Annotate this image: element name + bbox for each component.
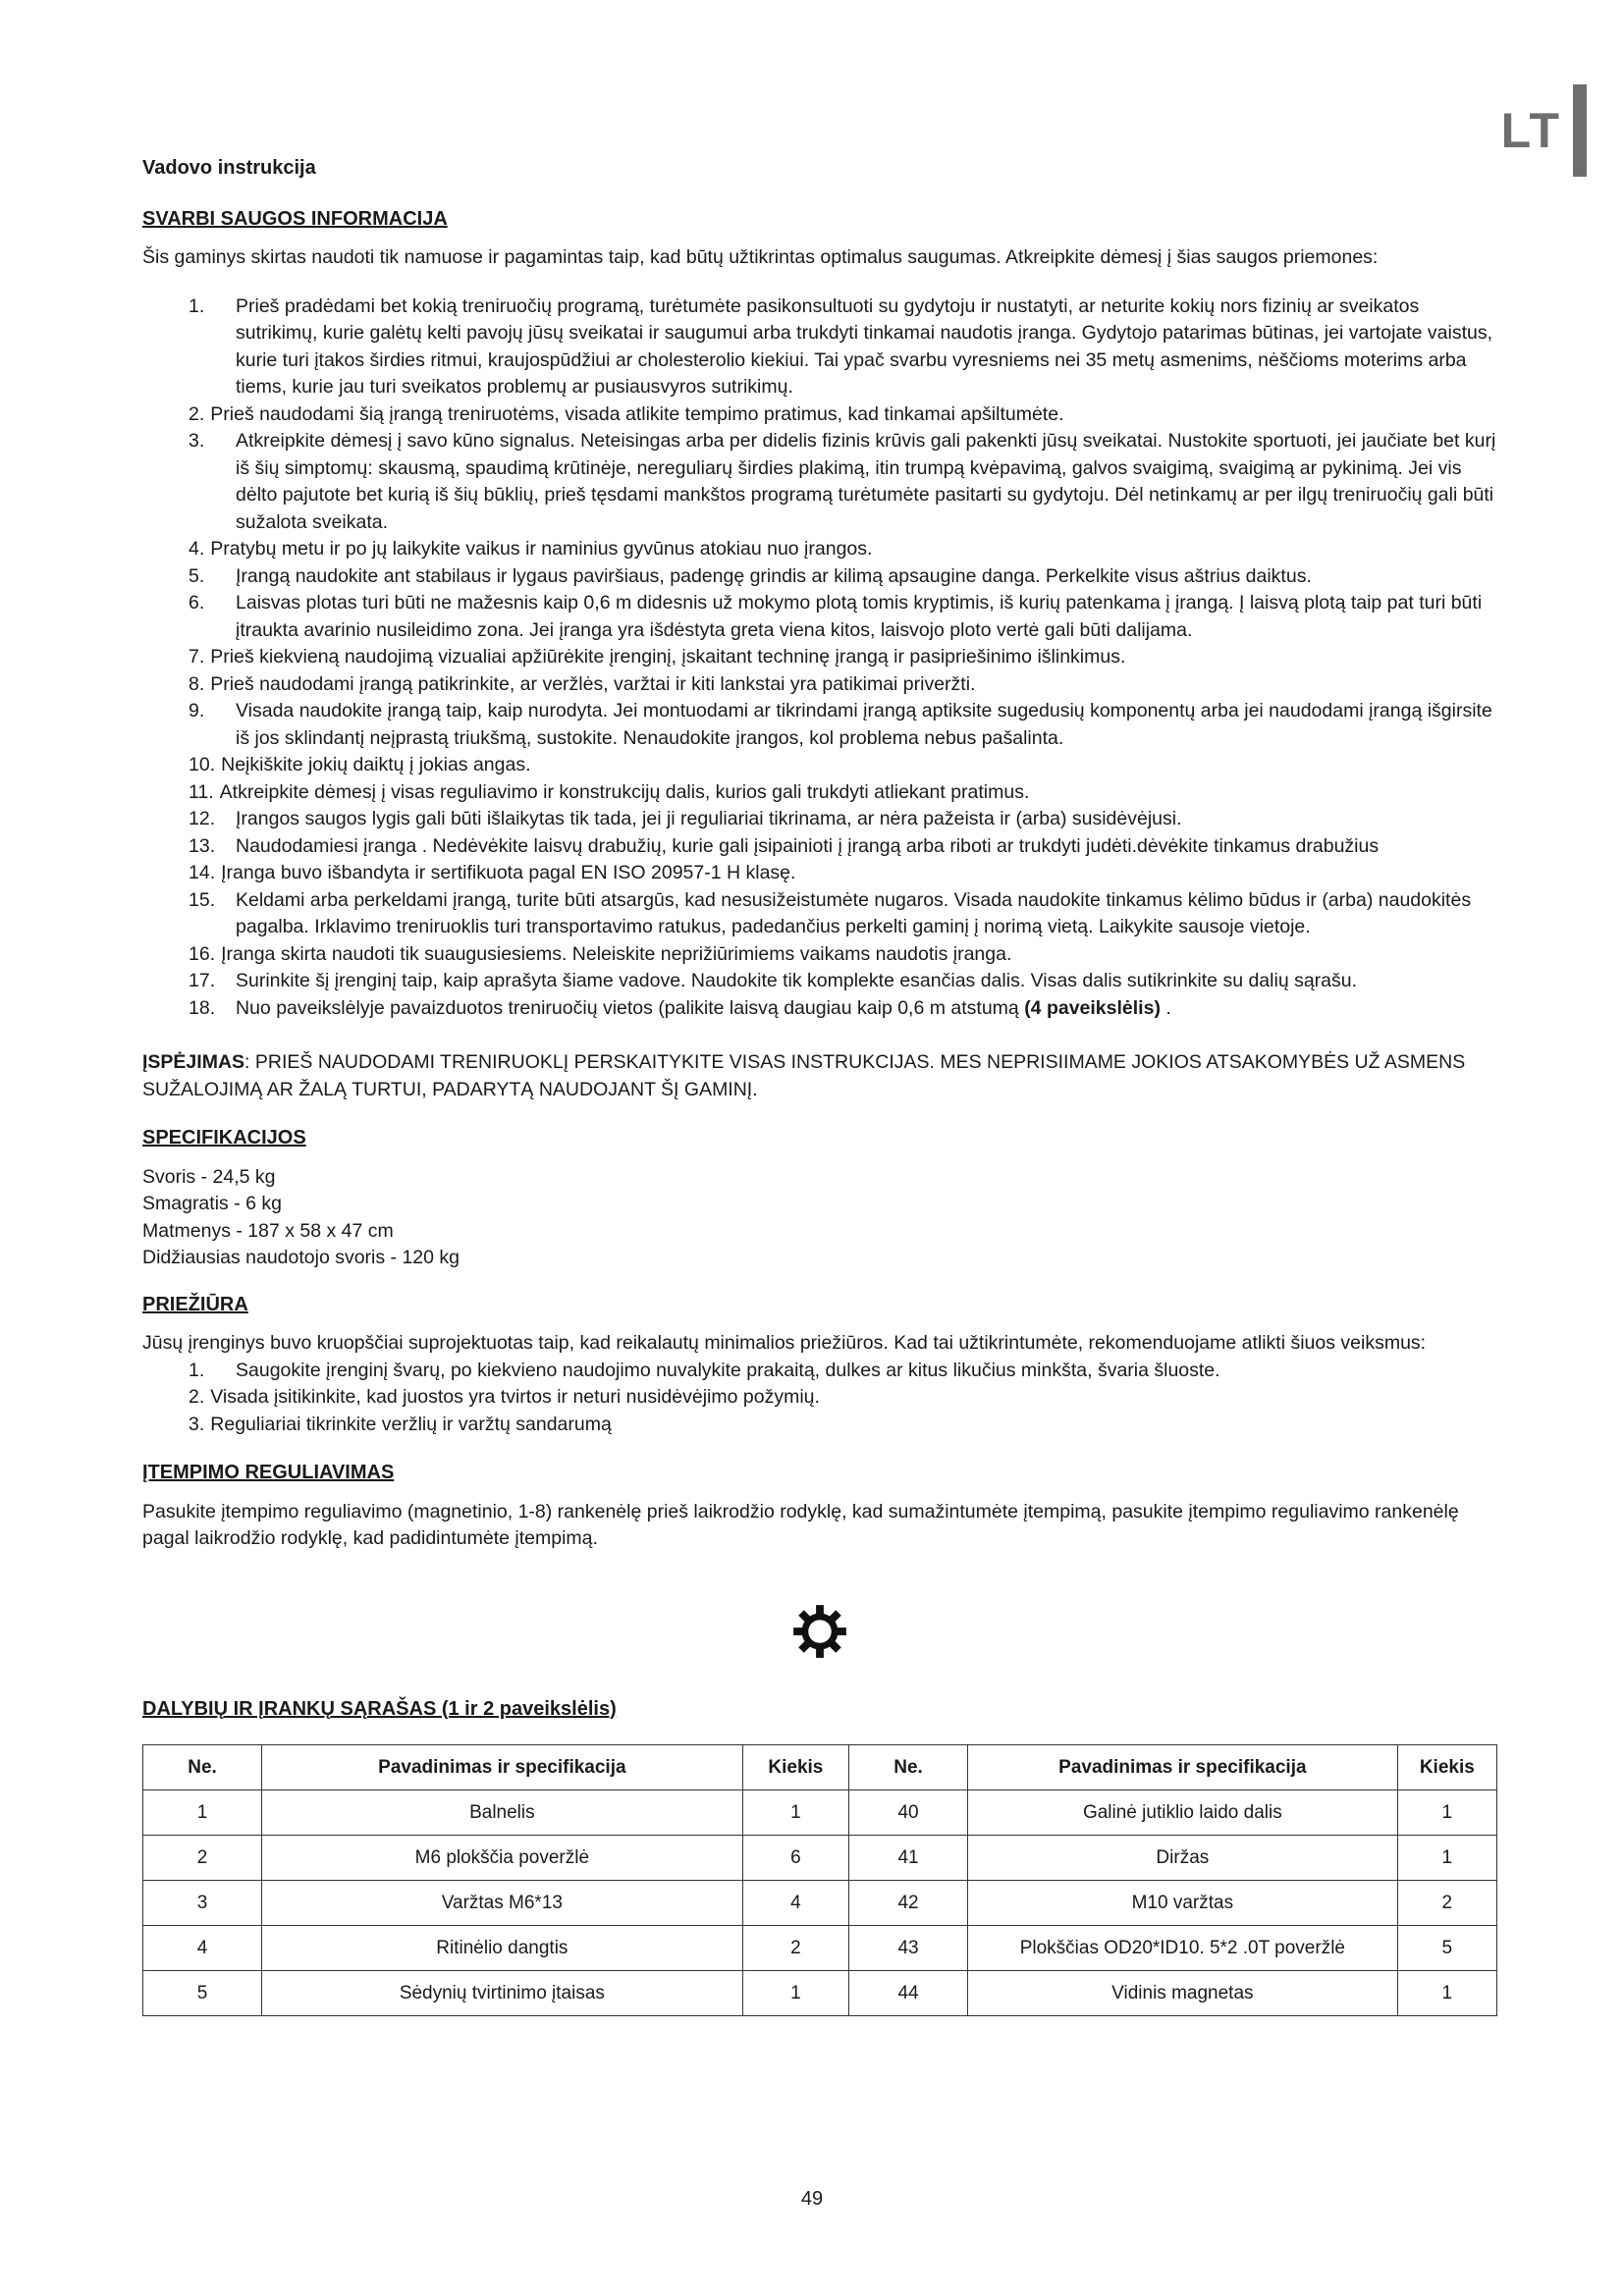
maintenance-item-number: 3. bbox=[189, 1413, 205, 1435]
safety-item bbox=[142, 860, 1497, 887]
column-header: Pavadinimas ir specifikacija bbox=[262, 1745, 743, 1790]
safety-item-number: 11. bbox=[189, 780, 214, 803]
safety-item-text bbox=[221, 941, 1497, 969]
safety-item bbox=[142, 536, 1497, 563]
tension-text: Pasukite įtempimo reguliavimo (magnetinio, 1-8) rankenėlę prieš laikrodžio rodyklę, kad sumažintumėte įtempimą, pasukite įtempimo reguliavimo rankenėlę pagal laikrodžio rodyklę, kad padidintumėte įtempimą. bbox=[142, 1500, 1459, 1549]
safety-item-number: 6. bbox=[189, 592, 205, 614]
warning-text: : PRIEŠ NAUDODAMI TRENIRUOKLĮ PERSKAITYKITE VISAS INSTRUKCIJAS. MES NEPRISIIMAME JOKIOS ATSAKOMYBĖS UŽ ASMENS SUŽALOJIMĄ AR ŽALĄ TURTUI, PADARYTĄ NAUDOJANT ŠĮ GAMINĮ. bbox=[142, 1051, 1466, 1100]
safety-item-main-text: Įrangą naudokite ant stabilaus ir lygaus paviršiaus, padengę grindis ar kilimą apsaugine danga. Perkelkite visus aštrius daiktus. bbox=[236, 564, 1312, 587]
safety-item-main-text: Laisvas plotas turi būti ne mažesnis kaip 0,6 m didesnis už mokymo plotą tomis kryptimis, iš kurių patenkama į įrangą. Į laisvą plotą taip pat turi būti įtraukta avarinio nusileidimo zona. Jei įranga yra išdėstyta greta viena kitos, laisvojo ploto vertė gali būti dalijama. bbox=[236, 592, 1483, 641]
specs-heading: SPECIFIKACIJOS bbox=[142, 1127, 306, 1148]
safety-item-number: 8. bbox=[189, 672, 205, 695]
table-row bbox=[143, 1971, 1497, 2016]
safety-item bbox=[142, 968, 1497, 995]
tension-heading: ĮTEMPIMO REGULIAVIMAS bbox=[142, 1462, 395, 1483]
safety-item-text bbox=[236, 698, 1497, 752]
table-cell: 2 bbox=[742, 1926, 848, 1971]
safety-item-main-text: Prieš kiekvieną naudojimą vizualiai apžiūrėkite įrenginį, įskaitant techninę įrangą ir pasipriešinimo išlinkimus. bbox=[210, 646, 1126, 667]
safety-item-text bbox=[210, 671, 1497, 699]
safety-item bbox=[142, 294, 1497, 401]
maintenance-item-text: Visada įsitikinkite, kad juostos yra tvirtos ir neturi nusidėvėjimo požymių. bbox=[210, 1386, 820, 1408]
safety-item-main-text: Prieš naudodami šią įrangą treniruotėms, visada atlikite tempimo pratimus, kad tinkamai apšiltumėte. bbox=[210, 402, 1064, 425]
safety-item bbox=[142, 887, 1497, 941]
safety-item-number: 15. bbox=[189, 888, 216, 911]
table-row bbox=[143, 1790, 1497, 1836]
maintenance-item-text: Saugokite įrenginį švarų, po kiekvieno naudojimo nuvalykite prakaitą, dulkes ar kitus likučius minkšta, švaria šluoste. bbox=[236, 1359, 1220, 1381]
language-tab-bar bbox=[1573, 84, 1587, 177]
safety-item-number: 12. bbox=[189, 808, 216, 829]
table-cell: 43 bbox=[849, 1926, 968, 1971]
column-header: Ne. bbox=[143, 1745, 262, 1790]
safety-item-text bbox=[236, 833, 1497, 861]
safety-item-main-text: Neįkiškite jokių daiktų į jokias angas. bbox=[221, 754, 531, 775]
table-cell: Balnelis bbox=[262, 1790, 743, 1836]
maintenance-intro: Jūsų įrenginys buvo kruopščiai suprojektuotas taip, kad reikalautų minimalios priežiūros. Kad tai užtikrintumėte, rekomenduojame atlikti šiuos veiksmus: bbox=[142, 1332, 1427, 1354]
maintenance-item-text: Reguliariai tikrinkite veržlių ir varžtų sandarumą bbox=[210, 1413, 612, 1435]
safety-item bbox=[142, 833, 1497, 861]
parts-table bbox=[142, 1744, 1497, 2016]
table-cell: 4 bbox=[143, 1926, 262, 1971]
maintenance-item bbox=[142, 1412, 1497, 1439]
safety-item-number: 4. bbox=[189, 538, 205, 560]
page-number: 49 bbox=[800, 2188, 824, 2210]
safety-item-number: 13. bbox=[189, 834, 216, 857]
safety-item-text bbox=[210, 536, 1497, 563]
table-cell: 1 bbox=[742, 1790, 848, 1836]
safety-item-text bbox=[236, 563, 1497, 591]
safety-item-main-text: Surinkite šį įrenginį taip, kaip aprašyta šiame vadove. Naudokite tik komplekte esančias dalis. Visas dalis sutikrinkite su dalių sąrašu. bbox=[236, 970, 1358, 991]
safety-item-text bbox=[236, 995, 1497, 1023]
safety-item bbox=[142, 698, 1497, 752]
safety-item bbox=[142, 428, 1497, 536]
spec-line: Didžiausias naudotojo svoris - 120 kg bbox=[142, 1247, 460, 1268]
safety-item-text bbox=[236, 968, 1497, 995]
safety-item-number: 7. bbox=[189, 646, 205, 667]
safety-intro: Šis gaminys skirtas naudoti tik namuose ir pagamintas taip, kad būtų užtikrintas optimalus saugumas. Atkreipkite dėmesį į šias saugos priemones: bbox=[142, 246, 1379, 268]
table-row bbox=[143, 1881, 1497, 1926]
spec-line: Svoris - 24,5 kg bbox=[142, 1165, 276, 1188]
table-cell: 1 bbox=[1397, 1971, 1496, 2016]
spec-line: Matmenys - 187 x 58 x 47 cm bbox=[142, 1219, 394, 1242]
safety-item-number: 5. bbox=[189, 564, 205, 587]
safety-item-tail: . bbox=[1165, 996, 1171, 1019]
safety-item-main-text: Visada naudokite įrangą taip, kaip nurodyta. Jei montuodami ar tikrindami įrangą aptiksite sugedusių komponentų arba jei naudodami įrangą išgirsite iš jos sklindantį neįprastą triukšmą, sustokite. Nenaudokite įrangos, kol problema nebus pašalinta. bbox=[236, 700, 1492, 749]
safety-heading: SVARBI SAUGOS INFORMACIJA bbox=[142, 207, 448, 230]
table-cell: 2 bbox=[143, 1836, 262, 1881]
table-cell: Ritinėlio dangtis bbox=[262, 1926, 743, 1971]
safety-item-main-text: Prieš naudodami įrangą patikrinkite, ar veržlės, varžtai ir kiti lankstai yra patikimai priveržti. bbox=[210, 672, 976, 695]
safety-item-text bbox=[236, 294, 1497, 401]
column-header: Ne. bbox=[849, 1745, 968, 1790]
safety-item-text bbox=[220, 779, 1497, 807]
table-cell: 44 bbox=[849, 1971, 968, 2016]
safety-item bbox=[142, 590, 1497, 644]
document-body bbox=[142, 155, 1497, 2016]
safety-item bbox=[142, 779, 1497, 807]
table-cell: Galinė jutiklio laido dalis bbox=[968, 1790, 1398, 1836]
safety-item-number: 16. bbox=[189, 942, 216, 965]
safety-item bbox=[142, 401, 1497, 429]
safety-item bbox=[142, 752, 1497, 779]
safety-item-number: 14. bbox=[189, 862, 216, 883]
safety-item-main-text: Keldami arba perkeldami įrangą, turite būti atsargūs, kad nesusižeistumėte nugaros. Visada naudokite tinkamus kėlimo būdus ir (arba) naudokitės pagalba. Irklavimo treniruoklis turi transportavimo ratukus, padedančius perkelti gaminį į norimą vietą. Laikykite sausoje vietoje. bbox=[236, 888, 1472, 937]
table-cell: M10 varžtas bbox=[968, 1881, 1398, 1926]
maintenance-item-number: 2. bbox=[189, 1386, 205, 1408]
table-cell: 1 bbox=[1397, 1790, 1496, 1836]
table-cell: Sėdynių tvirtinimo įtaisas bbox=[262, 1971, 743, 2016]
table-cell: 5 bbox=[143, 1971, 262, 2016]
column-header: Kiekis bbox=[742, 1745, 848, 1790]
table-cell: 1 bbox=[1397, 1836, 1496, 1881]
maintenance-list bbox=[142, 1358, 1497, 1439]
safety-item-main-text: Pratybų metu ir po jų laikykite vaikus ir naminius gyvūnus atokiau nuo įrangos. bbox=[210, 538, 873, 560]
safety-item-main-text: Įranga buvo išbandyta ir sertifikuota pagal EN ISO 20957-1 H klasę. bbox=[221, 862, 796, 883]
safety-item-number: 3. bbox=[189, 430, 205, 452]
safety-item bbox=[142, 806, 1497, 833]
table-cell: 1 bbox=[742, 1971, 848, 2016]
table-cell: 40 bbox=[849, 1790, 968, 1836]
safety-list bbox=[142, 294, 1497, 1023]
table-cell: M6 plokščia poveržlė bbox=[262, 1836, 743, 1881]
table-cell: Diržas bbox=[968, 1836, 1398, 1881]
table-cell: Varžtas M6*13 bbox=[262, 1881, 743, 1926]
table-cell: 42 bbox=[849, 1881, 968, 1926]
safety-item-main-text: Nuo paveikslėlyje pavaizduotos treniruočių vietos (palikite laisvą daugiau kaip 0,6 m atstumą bbox=[236, 996, 1019, 1019]
safety-item-text bbox=[236, 590, 1497, 644]
table-cell: 41 bbox=[849, 1836, 968, 1881]
safety-item bbox=[142, 995, 1497, 1023]
specs-list bbox=[142, 1164, 1497, 1272]
safety-item bbox=[142, 563, 1497, 591]
gear-icon bbox=[792, 1604, 847, 1659]
table-cell: Vidinis magnetas bbox=[968, 1971, 1398, 2016]
safety-item-main-text: Įrangos saugos lygis gali būti išlaikytas tik tada, jei ji reguliariai tikrinama, ar nėra pažeista ir (arba) susidėvėjusi. bbox=[236, 808, 1182, 829]
safety-item-text bbox=[236, 428, 1497, 536]
table-cell: 4 bbox=[742, 1881, 848, 1926]
table-cell: 3 bbox=[143, 1881, 262, 1926]
maintenance-item bbox=[142, 1384, 1497, 1412]
spec-line: Smagratis - 6 kg bbox=[142, 1193, 282, 1214]
safety-item-text bbox=[236, 887, 1497, 941]
safety-item-text bbox=[236, 806, 1497, 833]
table-cell: 2 bbox=[1397, 1881, 1496, 1926]
safety-item-main-text: Įranga skirta naudoti tik suaugusiesiems. Neleiskite neprižiūrimiems vaikams naudotis įranga. bbox=[221, 942, 1012, 965]
safety-item-main-text: Prieš pradėdami bet kokią treniruočių programą, turėtumėte pasikonsultuoti su gydytoju ir nustatyti, ar neturite kokių nors fizinių ar sveikatos sutrikimų, kurie galėtų kelti pavojų jūsų sveikatai ir saugumui arba trukdyti tinkamai naudotis įranga. Gydytojo patarimas būtinas, jei vartojate vaistus, kurie turi įtakos širdies ritmui, kraujospūdžiui ar cholesterolio kiekiui. Tai ypač svarbu vyresniems nei 35 metų asmenims, nėščioms moterims arba tiems, kurie jau turi sveikatos problemų ar pusiausvyros sutrikimų. bbox=[236, 294, 1493, 398]
safety-item-number: 18. bbox=[189, 996, 216, 1019]
safety-item-text bbox=[210, 644, 1497, 671]
column-header: Pavadinimas ir specifikacija bbox=[968, 1745, 1398, 1790]
column-header: Kiekis bbox=[1397, 1745, 1496, 1790]
table-cell: 5 bbox=[1397, 1926, 1496, 1971]
table-cell: 1 bbox=[143, 1790, 262, 1836]
safety-item-main-text: Naudodamiesi įranga . Nedėvėkite laisvų drabužių, kurie gali įsipainioti į įrangą arba riboti ar trukdyti judėti.dėvėkite tinkamus drabužius bbox=[236, 834, 1380, 857]
parts-table-header bbox=[143, 1745, 1497, 1790]
language-tab bbox=[1501, 84, 1587, 177]
maintenance-item-number: 1. bbox=[189, 1359, 205, 1381]
table-cell: 6 bbox=[742, 1836, 848, 1881]
table-row bbox=[143, 1926, 1497, 1971]
safety-item bbox=[142, 671, 1497, 699]
figure-reference: (4 paveikslėlis) bbox=[1024, 996, 1161, 1019]
safety-item-main-text: Atkreipkite dėmesį į savo kūno signalus. Neteisingas arba per didelis fizinis krūvis gali pakenkti jūsų sveikatai. Nustokite sportuoti, jei jaučiate bet kurį iš šių simptomų: skausmą, spaudimą krūtinėje, nereguliarų širdies plakimą, itin trumpą kvėpavimą, galvos svaigimą, svaigimą ar pykinimą. Jei vis dėlto pajutote bet kurią iš šių būklių, prieš tęsdami mankštos programą turėtumėte pasitarti su gydytoju. Dėl netinkamų ar per ilgų treniruočių gali būti sužalota sveikata. bbox=[236, 430, 1496, 533]
safety-item-text bbox=[221, 860, 1497, 887]
parts-heading: DALYBIŲ IR ĮRANKŲ SĄRAŠAS (1 ir 2 paveikslėlis) bbox=[142, 1697, 617, 1720]
safety-item-text bbox=[221, 752, 1497, 779]
safety-item-main-text: Atkreipkite dėmesį į visas reguliavimo ir konstrukcijų dalis, kurios gali trukdyti atliekant pratimus. bbox=[219, 780, 1030, 803]
gear-figure bbox=[142, 1604, 1497, 1659]
maintenance-heading: PRIEŽIŪRA bbox=[142, 1293, 248, 1315]
safety-item bbox=[142, 644, 1497, 671]
table-row bbox=[143, 1836, 1497, 1881]
warning-paragraph bbox=[142, 1049, 1497, 1103]
warning-lead: ĮSPĖJIMAS bbox=[142, 1051, 245, 1073]
document-title: Vadovo instrukcija bbox=[142, 157, 316, 179]
safety-item-number: 2. bbox=[189, 402, 205, 425]
safety-item-text bbox=[210, 401, 1497, 429]
safety-item-number: 1. bbox=[189, 294, 205, 317]
safety-item-number: 17. bbox=[189, 970, 216, 991]
table-cell: Plokščias OD20*ID10. 5*2 .0T poveržlė bbox=[968, 1926, 1398, 1971]
maintenance-item bbox=[142, 1358, 1497, 1385]
language-code: LT bbox=[1500, 103, 1561, 158]
safety-item bbox=[142, 941, 1497, 969]
safety-item-number: 9. bbox=[189, 700, 205, 721]
safety-item-number: 10. bbox=[189, 754, 216, 775]
